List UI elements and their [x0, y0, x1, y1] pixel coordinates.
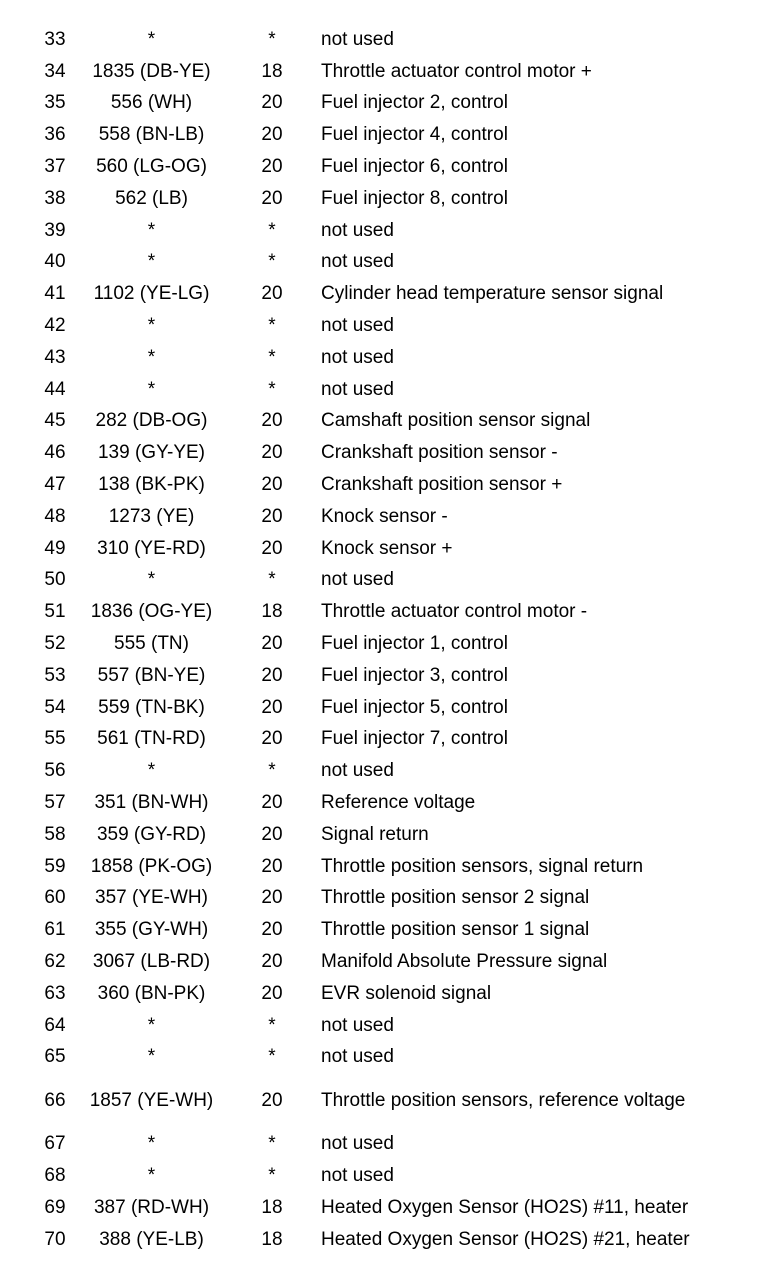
pin-description: Fuel injector 8, control	[321, 187, 508, 209]
circuit-code: *	[147, 251, 156, 273]
table-row	[34, 1224, 754, 1256]
table-row	[34, 151, 754, 183]
pin-number: 52	[44, 633, 66, 655]
wire-gauge: *	[268, 1014, 276, 1036]
circuit-code: *	[147, 1014, 156, 1036]
pin-description: Throttle actuator control motor +	[321, 60, 592, 82]
pin-description: Throttle position sensors, signal return	[321, 855, 644, 877]
wire-gauge: *	[268, 1164, 276, 1186]
wire-gauge: 20	[261, 664, 283, 686]
pin-number: 51	[44, 601, 66, 623]
wire-gauge: 20	[261, 919, 283, 941]
pin-number: 67	[44, 1133, 66, 1155]
wire-gauge: *	[268, 569, 276, 591]
wire-gauge: 20	[261, 982, 283, 1004]
pin-number: 53	[44, 664, 66, 686]
pin-number: 69	[44, 1196, 66, 1218]
wire-gauge: *	[268, 378, 276, 400]
circuit-code: 1857 (YE-WH)	[89, 1089, 214, 1111]
wire-gauge: 20	[261, 410, 283, 432]
wire-gauge: 20	[261, 537, 283, 559]
wire-gauge: 20	[261, 696, 283, 718]
wire-gauge: 20	[261, 156, 283, 178]
table-row	[34, 310, 754, 342]
table-row	[34, 724, 754, 756]
pin-number: 64	[44, 1014, 66, 1036]
wire-gauge: 20	[261, 633, 283, 655]
circuit-code: *	[147, 28, 156, 50]
table-row	[34, 119, 754, 151]
pin-description: Heated Oxygen Sensor (HO2S) #11, heater	[321, 1196, 689, 1218]
circuit-code: 1835 (DB-YE)	[92, 60, 211, 82]
pin-description: Fuel injector 2, control	[321, 92, 508, 114]
pin-description: Knock sensor +	[321, 537, 453, 559]
wire-gauge: 20	[261, 124, 283, 146]
pin-description: not used	[321, 346, 394, 368]
pin-number: 63	[44, 982, 66, 1004]
table-row	[34, 1192, 754, 1224]
circuit-code: 355 (GY-WH)	[94, 919, 209, 941]
wire-gauge: *	[268, 315, 276, 337]
table-row	[34, 755, 754, 787]
table-row	[34, 247, 754, 279]
pin-description: Manifold Absolute Pressure signal	[321, 951, 608, 972]
pin-number: 44	[44, 378, 66, 400]
wire-gauge: 20	[261, 887, 283, 909]
pin-description: not used	[321, 219, 394, 241]
circuit-code: 388 (YE-LB)	[99, 1228, 204, 1250]
pin-number: 66	[44, 1089, 66, 1111]
table-row	[34, 946, 754, 978]
pin-description: Fuel injector 5, control	[321, 696, 508, 718]
pin-number: 39	[44, 219, 66, 241]
wire-gauge: *	[268, 1046, 276, 1068]
table-row	[34, 215, 754, 247]
pin-rows	[34, 24, 754, 1255]
wire-gauge: *	[268, 760, 276, 782]
pin-description: EVR solenoid signal	[321, 982, 492, 1004]
pin-description: Fuel injector 3, control	[321, 664, 508, 686]
pin-number: 65	[44, 1046, 66, 1068]
pin-number: 42	[44, 315, 66, 337]
table-row	[34, 533, 754, 565]
table-row	[34, 1160, 754, 1192]
circuit-code: 1273 (YE)	[108, 505, 195, 527]
table-row	[34, 978, 754, 1010]
table-row	[34, 660, 754, 692]
table-row	[34, 56, 754, 88]
pin-number: 34	[44, 60, 66, 82]
pin-description: Throttle position sensors, reference voltage	[321, 1089, 686, 1111]
pin-description: not used	[321, 28, 394, 50]
circuit-code: 562 (LB)	[115, 187, 188, 209]
pin-description: not used	[321, 378, 394, 400]
pin-number: 40	[44, 251, 66, 273]
table-row	[34, 596, 754, 628]
pin-table	[34, 24, 754, 1255]
circuit-code: *	[147, 569, 156, 591]
pin-number: 62	[44, 951, 66, 972]
pin-description: not used	[321, 1014, 394, 1036]
wire-gauge: 20	[261, 442, 283, 464]
circuit-code: 310 (YE-RD)	[97, 537, 206, 559]
pin-number: 59	[44, 855, 66, 877]
table-row	[34, 437, 754, 469]
wire-gauge: *	[268, 219, 276, 241]
pin-description: Throttle position sensor 2 signal	[321, 887, 590, 909]
pin-number: 45	[44, 410, 66, 432]
circuit-code: 359 (GY-RD)	[96, 823, 207, 845]
pin-number: 55	[44, 728, 66, 750]
pin-number: 50	[44, 569, 66, 591]
pin-description: Reference voltage	[321, 792, 476, 814]
pin-number: 56	[44, 760, 66, 782]
wire-gauge: *	[268, 1133, 276, 1155]
table-row	[34, 24, 754, 56]
circuit-code: 360 (BN-PK)	[97, 982, 206, 1004]
wire-gauge: 20	[261, 505, 283, 527]
wire-gauge: 20	[261, 474, 283, 496]
table-row	[34, 1073, 754, 1128]
wire-gauge: *	[268, 28, 276, 50]
wire-gauge: 20	[261, 823, 283, 845]
pin-description: Crankshaft position sensor -	[321, 442, 558, 464]
circuit-code: 138 (BK-PK)	[98, 474, 205, 496]
table-row	[34, 278, 754, 310]
circuit-code: 555 (TN)	[114, 633, 189, 655]
table-row	[34, 342, 754, 374]
circuit-code: *	[147, 760, 156, 782]
pin-number: 33	[44, 28, 66, 50]
pin-description: Throttle actuator control motor -	[321, 601, 588, 623]
pin-description: not used	[321, 1046, 394, 1068]
pin-description: Crankshaft position sensor +	[321, 474, 563, 496]
circuit-code: 351 (BN-WH)	[94, 792, 209, 814]
pin-number: 35	[44, 92, 66, 114]
circuit-code: *	[147, 1164, 156, 1186]
pin-number: 60	[44, 887, 66, 909]
table-row	[34, 692, 754, 724]
wire-gauge: 18	[261, 601, 283, 623]
pin-description: Knock sensor -	[321, 505, 448, 527]
table-row	[34, 183, 754, 215]
circuit-code: 560 (LG-OG)	[96, 156, 207, 178]
circuit-code: 1858 (PK-OG)	[90, 855, 213, 877]
pin-description: not used	[321, 1164, 394, 1186]
wire-gauge: 20	[261, 728, 283, 750]
circuit-code: *	[147, 1046, 156, 1068]
circuit-code: 557 (BN-YE)	[97, 664, 206, 686]
wire-gauge: 18	[261, 60, 283, 82]
table-row	[34, 88, 754, 120]
wire-gauge: 20	[261, 951, 283, 972]
pin-number: 68	[44, 1164, 66, 1186]
circuit-code: 558 (BN-LB)	[98, 124, 205, 146]
table-row	[34, 883, 754, 915]
wire-gauge: 18	[261, 1228, 283, 1250]
circuit-code: *	[147, 219, 156, 241]
table-row	[34, 501, 754, 533]
pin-number: 58	[44, 823, 66, 845]
pin-description: not used	[321, 251, 394, 273]
circuit-code: *	[147, 315, 156, 337]
circuit-code: 1836 (OG-YE)	[90, 601, 213, 623]
table-row	[34, 1010, 754, 1042]
pin-description: Fuel injector 1, control	[321, 633, 508, 655]
circuit-code: 559 (TN-BK)	[98, 696, 205, 718]
table-row	[34, 406, 754, 438]
circuit-code: 357 (YE-WH)	[95, 887, 208, 909]
circuit-code: 556 (WH)	[110, 92, 193, 114]
wire-gauge: 20	[261, 92, 283, 114]
pin-number: 48	[44, 505, 66, 527]
table-row	[34, 565, 754, 597]
pin-description: not used	[321, 1133, 394, 1155]
pin-description: Cylinder head temperature sensor signal	[321, 283, 664, 305]
pin-number: 54	[44, 696, 66, 718]
circuit-code: 561 (TN-RD)	[97, 728, 206, 750]
circuit-code: 3067 (LB-RD)	[92, 951, 211, 972]
pin-number: 46	[44, 442, 66, 464]
wire-gauge: *	[268, 346, 276, 368]
pin-number: 49	[44, 537, 66, 559]
pin-number: 43	[44, 346, 66, 368]
pin-number: 38	[44, 187, 66, 209]
table-row	[34, 1042, 754, 1074]
circuit-code: 387 (RD-WH)	[93, 1196, 210, 1218]
table-row	[34, 787, 754, 819]
pin-description: Throttle position sensor 1 signal	[321, 919, 590, 941]
wire-gauge: *	[268, 251, 276, 273]
pin-description: not used	[321, 569, 394, 591]
circuit-code: 282 (DB-OG)	[95, 410, 208, 432]
pin-description: Camshaft position sensor signal	[321, 410, 591, 432]
circuit-code: 139 (GY-YE)	[97, 442, 205, 464]
pin-number: 41	[44, 283, 66, 305]
table-row	[34, 469, 754, 501]
pin-description: Signal return	[321, 823, 429, 845]
pin-description: Fuel injector 6, control	[321, 156, 508, 178]
pin-number: 47	[44, 474, 66, 496]
circuit-code: *	[147, 346, 156, 368]
wire-gauge: 20	[261, 1089, 283, 1111]
wire-gauge: 20	[261, 187, 283, 209]
table-row	[34, 374, 754, 406]
wire-gauge: 18	[261, 1196, 283, 1218]
pin-description: not used	[321, 315, 394, 337]
pin-number: 61	[44, 919, 66, 941]
circuit-code: *	[147, 1133, 156, 1155]
wire-gauge: 20	[261, 855, 283, 877]
table-row	[34, 914, 754, 946]
wire-gauge: 20	[261, 792, 283, 814]
pin-description: Heated Oxygen Sensor (HO2S) #21, heater	[321, 1228, 690, 1250]
wire-gauge: 20	[261, 283, 283, 305]
circuit-code: 1102 (YE-LG)	[93, 283, 210, 305]
pin-description: Fuel injector 4, control	[321, 124, 508, 146]
table-row	[34, 819, 754, 851]
table-row	[34, 851, 754, 883]
pin-description: Fuel injector 7, control	[321, 728, 508, 750]
table-row	[34, 628, 754, 660]
pin-number: 37	[44, 156, 66, 178]
pin-description: not used	[321, 760, 394, 782]
table-row	[34, 1128, 754, 1160]
pin-number: 36	[44, 124, 66, 146]
circuit-code: *	[147, 378, 156, 400]
pin-number: 57	[44, 792, 66, 814]
pin-number: 70	[44, 1228, 66, 1250]
